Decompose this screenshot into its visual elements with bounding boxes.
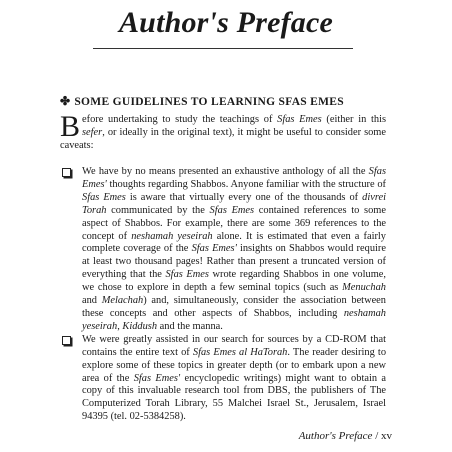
section-heading [60,94,344,109]
running-head: Author's Preface [298,430,373,442]
drop-cap: B [60,110,81,143]
text-run: We were greatly assisted in our search for sources by a CD-ROM that contains the entire text of [82,333,386,358]
text-run: encyclopedic writings) might want to obtain a copy of this invaluable research tool from DBS, the publishers of The Computerized Torah Library, 55 Malchei Israel St., Jerusalem, Israel 94395 (tel. 02-5384258). [82,372,386,423]
page-footer [299,430,392,442]
section-heading-text: SOME GUIDELINES TO LEARNING SFAS EMES [74,96,344,108]
list-item [60,334,386,424]
italic-run: sefer [82,126,103,138]
page-title: Author's Preface [118,6,334,39]
italic-run: Sfas Emes al HaTorah [192,346,288,358]
italic-run: neshamah yeseirah [82,307,386,332]
text-run: and the manna. [157,320,223,332]
text-run: wrote regarding Shabbos in one volume, we chose to explore in depth a few seminal topics (such as [82,269,386,294]
checkbox-bullet-icon [62,168,71,177]
text-run: . The reader desiring to explore some of these topics in greater depth (or to embark upon a new area of the [82,346,387,384]
text-run: efore undertaking to study the teachings of [82,114,278,125]
text-run: communicated by the [106,204,210,216]
text-run: , or ideally in the original text), it might be useful to consider some caveats: [60,126,386,151]
text-run: ) and, simultaneously, consider the association between these concepts and other aspects of Shabbos, including [82,295,386,319]
italic-run: neshamah yeseirah [131,230,213,242]
ornament-icon: ✤ [60,94,71,108]
italic-run: Kiddush [122,320,158,332]
checkbox-bullet-icon [62,336,71,345]
italic-run: Melachah [101,295,144,307]
intro-paragraph [60,110,386,153]
italic-run: Sfas Emes [277,114,322,125]
italic-run: divrei Torah [82,191,386,216]
caveat-list [60,166,386,424]
text-run: , [117,320,123,332]
title-rule [93,48,353,49]
text-run: We have by no means presented an exhaustive anthology of all the [82,166,369,177]
text-run: contained references to some aspect of Shabbos. For example, there are some 369 references to the concept of [82,204,386,242]
italic-run: Menuchah [342,282,386,294]
text-run: alone. It is estimated that even a fairly complete coverage of the [82,230,386,255]
page-number: xv [381,430,392,442]
footer-separator: / [375,430,379,442]
italic-run: Sfas Emes' [82,166,386,190]
italic-run: Sfas Emes [209,204,255,216]
italic-run: Sfas Emes' [133,372,181,384]
text-run: is aware that virtually every one of the thousands of [125,191,363,203]
italic-run: Sfas Emes [165,269,209,281]
italic-run: Sfas Emes' [191,243,237,255]
text-run: thoughts regarding Shabbos. Anyone familiar with the structure of [106,178,386,190]
text-run: (either in this [321,114,386,125]
italic-run: Sfas Emes [82,191,126,203]
list-item [60,166,386,334]
text-run: insights on Shabbos would require at least two thousand pages! Rather than present a truncated version of everything that the [82,243,386,281]
text-run: and [82,295,102,307]
